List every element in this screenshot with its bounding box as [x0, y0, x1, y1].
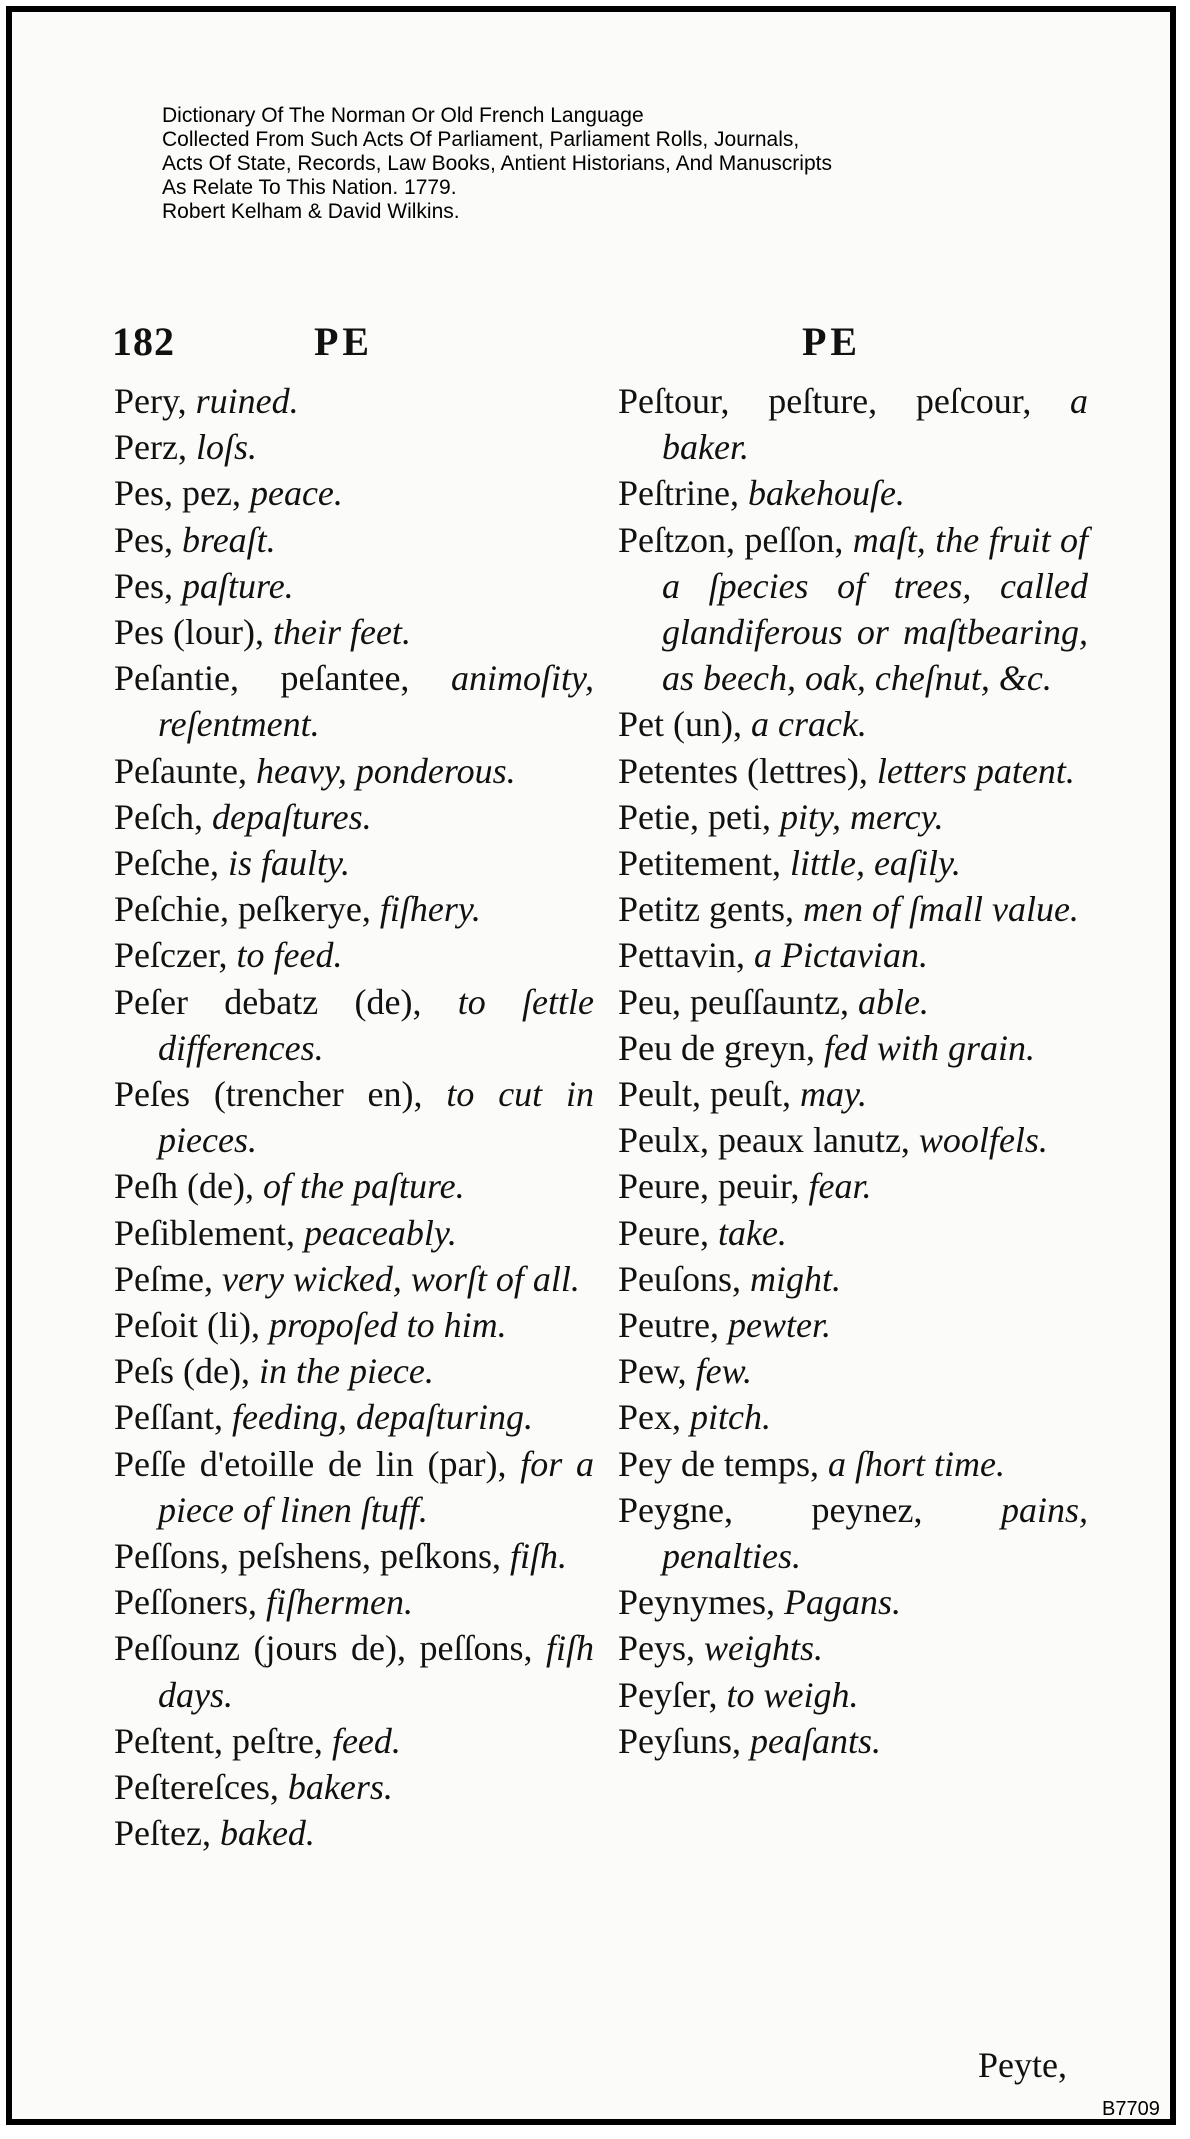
- catchword: Peyte,: [978, 2045, 1067, 2085]
- dictionary-entry: [114, 517, 594, 563]
- entry-headword: Peult, peuſt,: [618, 1074, 800, 1115]
- entry-definition: propoſed to him.: [269, 1305, 507, 1346]
- dictionary-entry: [618, 1394, 1088, 1440]
- entry-definition: maſt, the fruit of a ſpecies of trees, called glandiferous or maſtbearing, as beech, oak, cheſnut, &c.: [662, 519, 1088, 699]
- dictionary-entry: [618, 840, 1088, 886]
- entry-definition: baked.: [219, 1813, 315, 1854]
- dictionary-entry: [618, 378, 1088, 470]
- entry-definition: peaſants.: [750, 1720, 882, 1761]
- entry-headword: Peygne, peynez,: [618, 1489, 1001, 1530]
- reference-code: B7709: [1102, 2098, 1160, 2120]
- dictionary-entry: [618, 1579, 1088, 1625]
- entry-definition: to feed.: [236, 935, 343, 976]
- entry-definition: fear.: [808, 1166, 872, 1207]
- entry-headword: Peſch,: [114, 796, 212, 837]
- dictionary-entry: [114, 1533, 594, 1579]
- entry-definition: little, eaſily.: [789, 843, 961, 884]
- dictionary-entry: [114, 1718, 594, 1764]
- entry-definition: heavy, ponderous.: [255, 750, 516, 791]
- entry-headword: Pes (lour),: [114, 612, 273, 653]
- dictionary-entry: [114, 1441, 594, 1533]
- entry-headword: Pes,: [114, 565, 183, 606]
- header-line: Robert Kelham & David Wilkins.: [162, 200, 460, 223]
- dictionary-entry: [114, 748, 594, 794]
- entry-definition: fiſhermen.: [265, 1582, 413, 1623]
- entry-headword: Peſtez,: [114, 1813, 220, 1854]
- entry-definition: feeding, depaſturing.: [231, 1397, 533, 1438]
- dictionary-entry: [114, 424, 594, 470]
- entry-headword: Petentes (lettres),: [618, 750, 877, 791]
- entry-headword: Peure,: [618, 1212, 718, 1253]
- entry-headword: Peſtzon, peſſon,: [618, 519, 853, 560]
- dictionary-entry: [114, 1302, 594, 1348]
- entry-headword: Peſtrine,: [618, 473, 748, 514]
- entry-headword: Peſſant,: [114, 1397, 232, 1438]
- dictionary-entry: [618, 932, 1088, 978]
- entry-headword: Peſtent, peſtre,: [114, 1720, 332, 1761]
- entry-headword: Peu, peuſſauntz,: [618, 981, 858, 1022]
- dictionary-entry: [114, 1210, 594, 1256]
- entry-definition: to weigh.: [726, 1674, 859, 1715]
- dictionary-entry: [618, 1210, 1088, 1256]
- entry-definition: fiſh.: [509, 1536, 567, 1577]
- entry-definition: pewter.: [727, 1305, 831, 1346]
- right-column: [618, 378, 1088, 1764]
- entry-headword: Peſh (de),: [114, 1166, 263, 1207]
- entry-definition: animoſity, reſentment.: [158, 658, 594, 745]
- entry-definition: fed with grain.: [823, 1027, 1035, 1068]
- entry-definition: to cut in pieces.: [158, 1074, 595, 1161]
- entry-headword: Peſtour, peſture, peſcour,: [618, 381, 1070, 421]
- entry-headword: Peulx, peaux lanutz,: [618, 1120, 919, 1161]
- entry-headword: Peutre,: [618, 1305, 728, 1346]
- dictionary-entry: [618, 1071, 1088, 1117]
- entry-definition: fiſhery.: [379, 889, 481, 930]
- entry-definition: peace.: [249, 473, 343, 514]
- entry-headword: Peſaunte,: [114, 750, 256, 791]
- entry-definition: few.: [695, 1351, 752, 1392]
- entry-definition: pitch.: [690, 1397, 771, 1438]
- entry-headword: Peyſuns,: [618, 1720, 751, 1761]
- left-column: [114, 378, 594, 1857]
- dictionary-entry: [114, 1764, 594, 1810]
- entry-headword: Pettavin,: [618, 935, 754, 976]
- dictionary-entry: [114, 886, 594, 932]
- entry-definition: bakers.: [287, 1767, 393, 1808]
- dictionary-entry: [618, 1025, 1088, 1071]
- entry-headword: Peure, peuir,: [618, 1166, 809, 1207]
- entry-definition: very wicked, worſt of all.: [221, 1258, 580, 1299]
- dictionary-entry: [618, 1302, 1088, 1348]
- entry-headword: Peſſons, peſshens, peſkons,: [114, 1536, 510, 1577]
- dictionary-entry: [114, 1625, 594, 1717]
- entry-definition: pity, mercy.: [779, 796, 944, 837]
- entry-headword: Peſoit (li),: [114, 1305, 269, 1346]
- dictionary-entry: [114, 1256, 594, 1302]
- entry-headword: Peſchie, peſkerye,: [114, 889, 380, 930]
- entry-headword: Peyſer,: [618, 1674, 727, 1715]
- entry-headword: Peu de greyn,: [618, 1027, 824, 1068]
- dictionary-entry: [618, 1718, 1088, 1764]
- entry-headword: Peſche,: [114, 843, 228, 884]
- entry-headword: Peſme,: [114, 1258, 222, 1299]
- dictionary-entry: [114, 378, 594, 424]
- entry-headword: Pery,: [114, 381, 196, 421]
- entry-headword: Perz,: [114, 427, 196, 468]
- entry-headword: Pet (un),: [618, 704, 751, 745]
- entry-definition: able.: [857, 981, 929, 1022]
- entry-definition: pains, penalties.: [662, 1489, 1088, 1577]
- dictionary-entry: [114, 470, 594, 516]
- running-head-right: PE: [802, 319, 862, 364]
- dictionary-entry: [114, 609, 594, 655]
- dictionary-entry: [114, 932, 594, 978]
- entry-headword: Pey de temps,: [618, 1443, 828, 1484]
- entry-definition: is faulty.: [227, 843, 350, 884]
- entry-headword: Pex,: [618, 1397, 690, 1438]
- entry-definition: their feet.: [272, 612, 411, 653]
- dictionary-entry: [618, 1348, 1088, 1394]
- entry-definition: bakehouſe.: [747, 473, 905, 514]
- entry-headword: Peſſounz (jours de), peſſons,: [114, 1628, 546, 1669]
- entry-definition: men of ſmall value.: [802, 889, 1079, 930]
- entry-headword: Peſes (trencher en),: [114, 1074, 447, 1115]
- entry-headword: Pes,: [114, 519, 183, 560]
- entry-definition: weights.: [704, 1628, 824, 1669]
- dictionary-entry: [618, 701, 1088, 747]
- entry-definition: peaceably.: [303, 1212, 457, 1253]
- entry-definition: fiſh days.: [158, 1628, 594, 1715]
- entry-definition: might.: [750, 1258, 842, 1299]
- dictionary-entry: [618, 886, 1088, 932]
- dictionary-entry: [114, 1163, 594, 1209]
- dictionary-entry: [618, 1625, 1088, 1671]
- dictionary-entry: [114, 840, 594, 886]
- dictionary-entry: [618, 1256, 1088, 1302]
- dictionary-entry: [114, 1810, 594, 1856]
- header-line: As Relate To This Nation. 1779.: [162, 176, 457, 199]
- entry-definition: breaſt.: [182, 519, 276, 560]
- collection-header: [162, 104, 832, 224]
- entry-headword: Peſer debatz (de),: [114, 981, 458, 1022]
- entry-definition: woolfels.: [918, 1120, 1048, 1161]
- dictionary-entry: [114, 655, 594, 747]
- entry-definition: Pagans.: [784, 1582, 901, 1623]
- entry-definition: paſture.: [182, 565, 294, 606]
- entry-headword: Pew,: [618, 1351, 696, 1392]
- dictionary-entry: [618, 1441, 1088, 1487]
- dictionary-entry: [114, 563, 594, 609]
- entry-headword: Petitement,: [618, 843, 790, 884]
- entry-headword: Peys,: [618, 1628, 705, 1669]
- entry-definition: for a piece of linen ſtuff.: [158, 1443, 595, 1530]
- entry-headword: Peſſe d'etoille de lin (par),: [114, 1443, 521, 1484]
- entry-headword: Petie, peti,: [618, 796, 780, 837]
- entry-definition: to ſettle differences.: [158, 981, 594, 1068]
- entry-headword: Peſs (de),: [114, 1351, 259, 1392]
- entry-headword: Peſſoners,: [114, 1582, 266, 1623]
- entry-definition: ruined.: [195, 381, 299, 421]
- entry-headword: Peynymes,: [618, 1582, 784, 1623]
- entry-definition: may.: [800, 1074, 867, 1115]
- dictionary-entry: [618, 517, 1088, 702]
- dictionary-entry: [618, 979, 1088, 1025]
- running-head-left: PE: [314, 319, 374, 364]
- page-frame: [6, 6, 1176, 2125]
- dictionary-entry: [618, 470, 1088, 516]
- dictionary-entry: [618, 748, 1088, 794]
- entry-definition: a crack.: [750, 704, 867, 745]
- header-line: Dictionary Of The Norman Or Old French Language: [162, 104, 644, 127]
- header-line: Collected From Such Acts Of Parliament, Parliament Rolls, Journals,: [162, 128, 800, 151]
- entry-definition: letters patent.: [876, 750, 1075, 791]
- entry-definition: of the paſture.: [262, 1166, 465, 1207]
- dictionary-entry: [114, 1394, 594, 1440]
- entry-headword: Peſiblement,: [114, 1212, 304, 1253]
- entry-definition: take.: [717, 1212, 787, 1253]
- entry-definition: loſs.: [195, 427, 257, 468]
- dictionary-entry: [114, 794, 594, 840]
- dictionary-entry: [618, 1163, 1088, 1209]
- entry-definition: a ſhort time.: [827, 1443, 1005, 1484]
- dictionary-entry: [114, 1348, 594, 1394]
- entry-definition: a baker.: [662, 381, 1088, 468]
- page-number: 182: [112, 319, 175, 364]
- dictionary-entry: [114, 1071, 594, 1163]
- header-line: Acts Of State, Records, Law Books, Antient Historians, And Manuscripts: [162, 152, 832, 175]
- dictionary-entry: [618, 1117, 1088, 1163]
- dictionary-entry: [114, 1579, 594, 1625]
- entry-headword: Pes, pez,: [114, 473, 250, 514]
- dictionary-entry: [618, 1487, 1088, 1579]
- dictionary-entry: [114, 979, 594, 1071]
- entry-headword: Petitz gents,: [618, 889, 803, 930]
- entry-definition: a Pictavian.: [753, 935, 928, 976]
- entry-headword: Peſczer,: [114, 935, 237, 976]
- dictionary-entry: [618, 794, 1088, 840]
- entry-headword: Peſantie, peſantee,: [114, 658, 451, 699]
- entry-headword: Peuſons,: [618, 1258, 751, 1299]
- entry-definition: in the piece.: [258, 1351, 434, 1392]
- entry-definition: feed.: [331, 1720, 401, 1761]
- entry-definition: depaſtures.: [211, 796, 372, 837]
- dictionary-entry: [618, 1672, 1088, 1718]
- entry-headword: Peſtereſces,: [114, 1767, 288, 1808]
